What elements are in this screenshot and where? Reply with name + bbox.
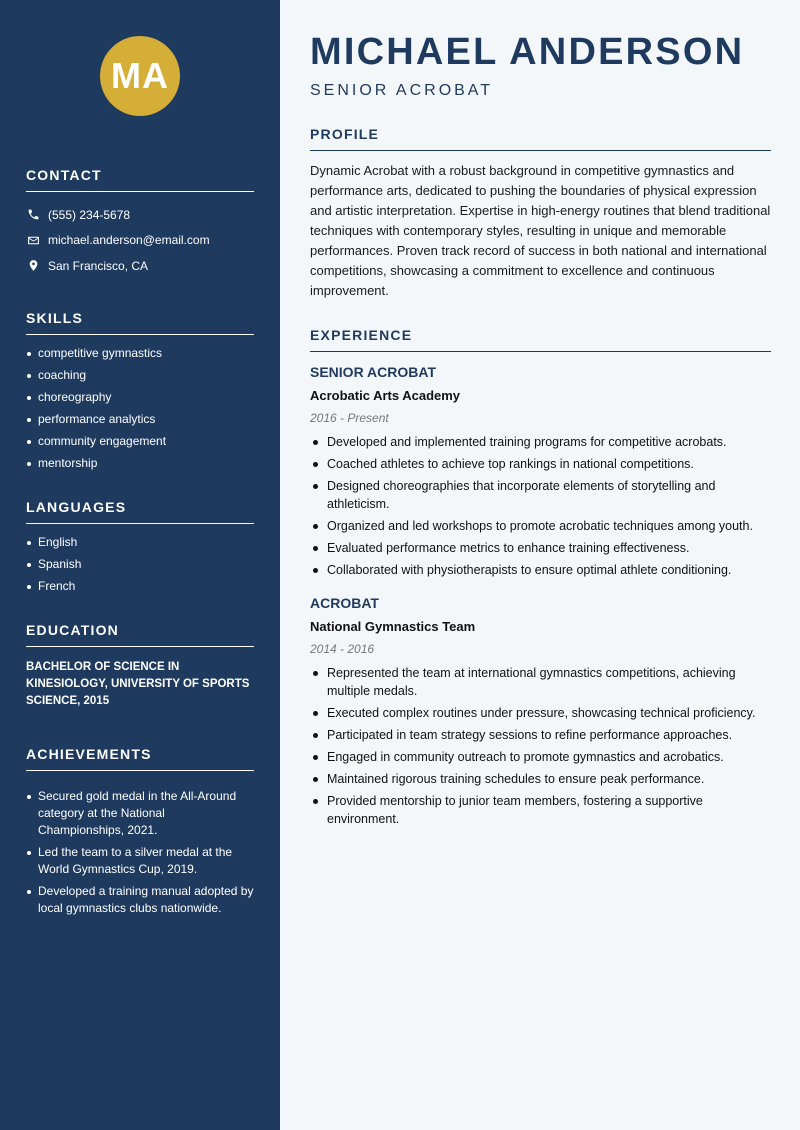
phone-icon — [26, 208, 40, 222]
list-item: French — [26, 578, 254, 595]
email-text: michael.anderson@email.com — [48, 233, 210, 248]
languages-list — [26, 534, 254, 595]
job-bullets — [310, 433, 771, 579]
list-item: Coached athletes to achieve top rankings in national competitions. — [310, 455, 771, 473]
list-item: Evaluated performance metrics to enhance training effectiveness. — [310, 539, 771, 557]
list-item: performance analytics — [26, 411, 254, 428]
job-title: SENIOR ACROBAT — [310, 364, 436, 380]
list-item: English — [26, 534, 254, 551]
experience-section — [310, 327, 771, 828]
list-item: Executed complex routines under pressure, showcasing technical proficiency. — [310, 704, 771, 722]
languages-heading: LANGUAGES — [26, 499, 254, 524]
list-item: coaching — [26, 367, 254, 384]
list-item: Participated in team strategy sessions to refine performance approaches. — [310, 726, 771, 744]
list-item: Developed a training manual adopted by local gymnastics clubs nationwide. — [26, 883, 254, 917]
contact-heading: CONTACT — [26, 167, 254, 192]
job-company: National Gymnastics Team — [310, 619, 476, 634]
job-dates: 2016 - Present — [310, 411, 389, 425]
contact-phone — [26, 202, 254, 228]
achievements-section — [26, 746, 254, 917]
education-section — [26, 622, 254, 710]
skills-heading: SKILLS — [26, 310, 254, 335]
achievements-list — [26, 788, 254, 917]
location-text: San Francisco, CA — [48, 258, 149, 273]
profile-text: Dynamic Acrobat with a robust background in competitive gymnastics and performance arts, dedicated to pushing the boundaries of physical expression and artistic interpretation. Expertise in high-energy routines that blend traditional techniques with contemporary styles, resulting in unique and memorable performances. Proven track record of success in both national and international competitions, showcasing a commitment to excellence and continuous improvement. — [310, 163, 771, 298]
list-item: Provided mentorship to junior team members, fostering a supportive environment. — [310, 792, 771, 828]
skills-section — [26, 310, 254, 472]
avatar: MA — [100, 36, 180, 116]
job-company: Acrobatic Arts Academy — [310, 388, 461, 403]
phone-text: (555) 234-5678 — [48, 207, 131, 222]
job-bullets — [310, 664, 771, 828]
list-item: Organized and led workshops to promote acrobatic techniques among youth. — [310, 517, 771, 535]
location-pin-icon — [26, 259, 40, 273]
contact-section — [26, 167, 254, 279]
list-item: Developed and implemented training programs for competitive acrobats. — [310, 433, 771, 451]
contact-list — [26, 202, 254, 279]
profile-heading: PROFILE — [310, 126, 771, 151]
list-item: competitive gymnastics — [26, 345, 254, 362]
education-heading: EDUCATION — [26, 622, 254, 647]
list-item: choreography — [26, 389, 254, 406]
languages-section — [26, 499, 254, 595]
job-entry — [310, 595, 771, 828]
job-title: ACROBAT — [310, 595, 379, 611]
skills-list — [26, 345, 254, 472]
achievements-heading: ACHIEVEMENTS — [26, 746, 254, 771]
list-item: Maintained rigorous training schedules to ensure peak performance. — [310, 770, 771, 788]
list-item: community engagement — [26, 433, 254, 450]
job-dates: 2014 - 2016 — [310, 642, 375, 656]
list-item: Secured gold medal in the All-Around category at the National Championships, 2021. — [26, 788, 254, 839]
contact-email — [26, 228, 254, 254]
experience-heading: EXPERIENCE — [310, 327, 771, 352]
profile-section — [310, 126, 771, 301]
list-item: Led the team to a silver medal at the World Gymnastics Cup, 2019. — [26, 844, 254, 878]
education-degree: BACHELOR OF SCIENCE IN KINESIOLOGY, UNIVERSITY OF SPORTS SCIENCE, 2015 — [26, 660, 250, 707]
list-item: mentorship — [26, 455, 254, 472]
list-item: Collaborated with physiotherapists to ensure optimal athlete conditioning. — [310, 561, 771, 579]
job-title-header: SENIOR ACROBAT — [310, 82, 494, 99]
list-item: Designed choreographies that incorporate elements of storytelling and athleticism. — [310, 477, 771, 513]
sidebar — [0, 0, 280, 1130]
list-item: Represented the team at international gymnastics competitions, achieving multiple medals. — [310, 664, 771, 700]
candidate-name: MICHAEL ANDERSON — [310, 31, 745, 73]
contact-location — [26, 253, 254, 279]
main-content — [280, 0, 800, 1130]
email-icon — [26, 233, 40, 247]
list-item: Spanish — [26, 556, 254, 573]
list-item: Engaged in community outreach to promote gymnastics and acrobatics. — [310, 748, 771, 766]
job-entry — [310, 364, 771, 579]
